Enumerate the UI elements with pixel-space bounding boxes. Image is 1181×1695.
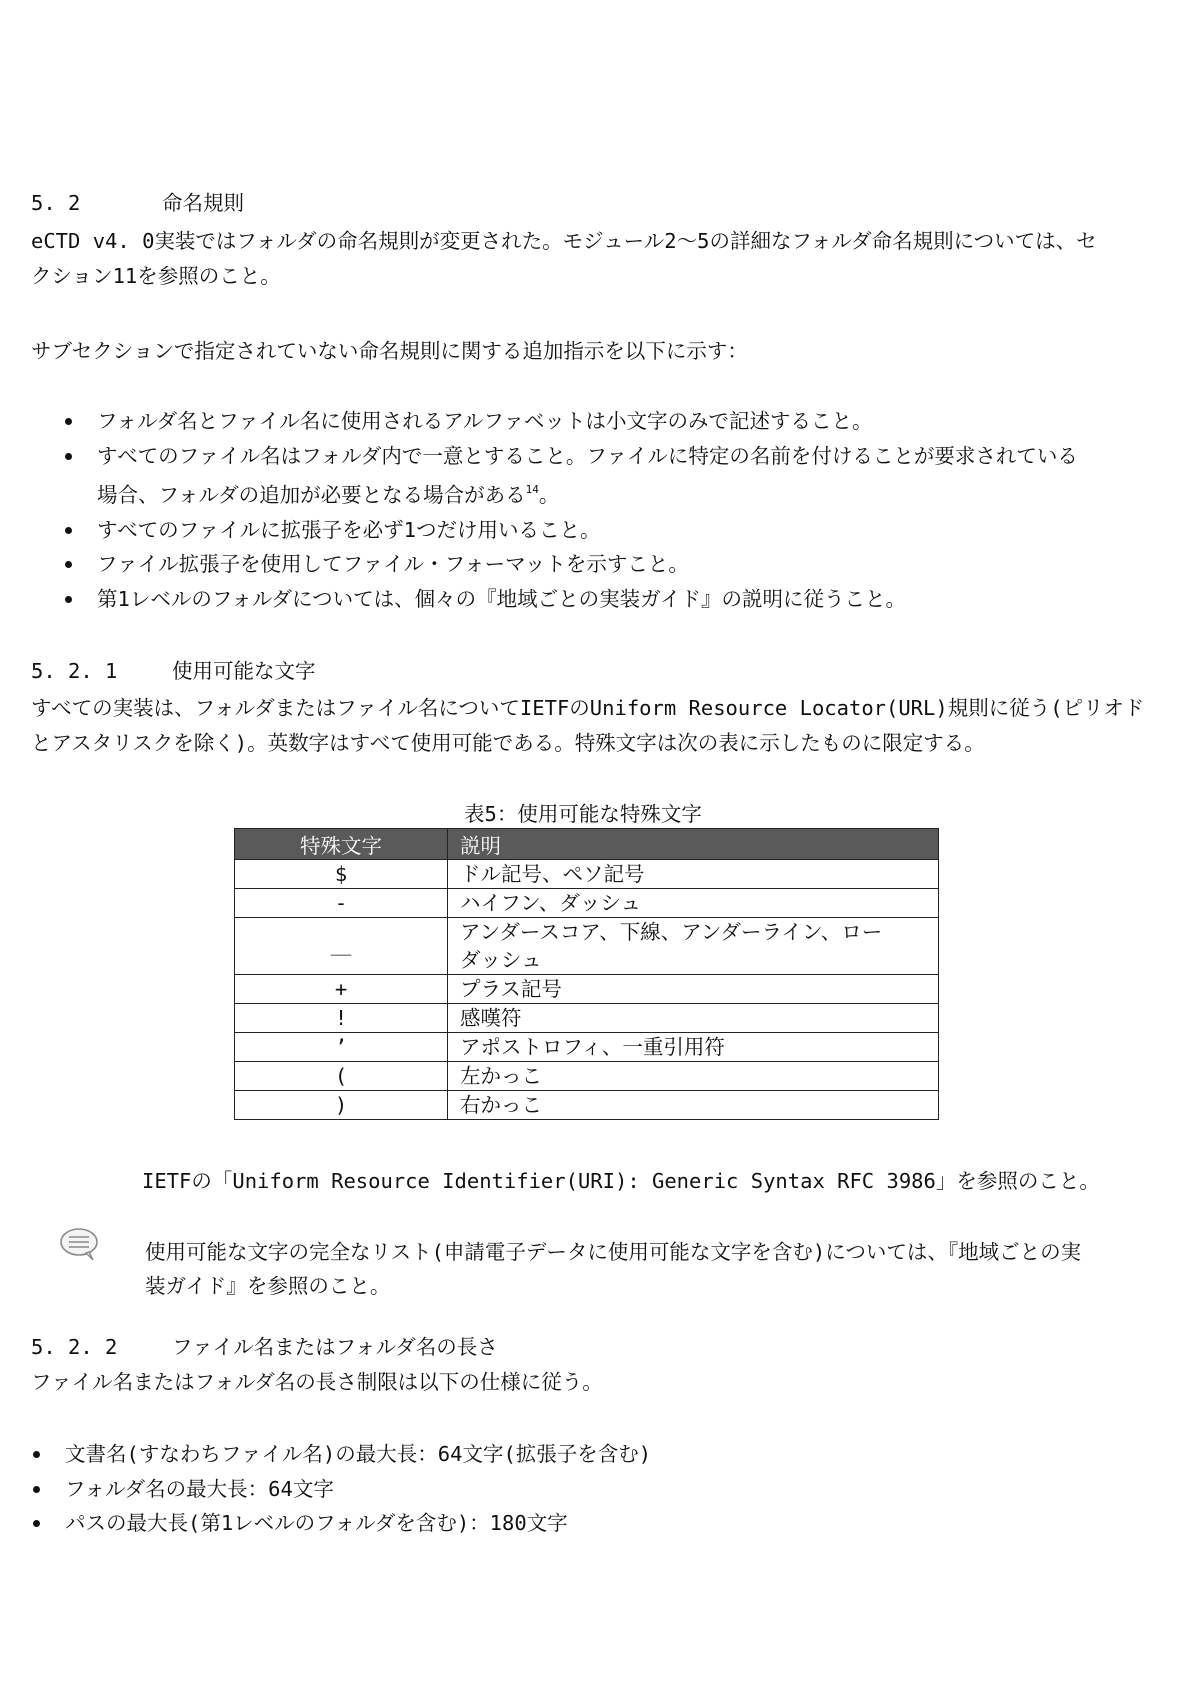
bullet-icon [65, 527, 72, 534]
list-item-text: すべてのファイル名はフォルダ内で一意とすること。ファイルに特定の名前を付けることが要求されている [97, 443, 1078, 468]
list-item-text: パスの最大長(第1レベルのフォルダを含む)：180文字 [65, 1511, 568, 1535]
table-cell-desc: 左かっこ [448, 1062, 939, 1091]
list-item-text: 場合、フォルダの追加が必要となる場合がある [97, 483, 526, 507]
column-header: 特殊文字 [235, 829, 448, 860]
list-item [0, 582, 1078, 617]
ietf-reference: IETFの「Uniform Resource Identifier(URI): Generic Syntax RFC 3986」を参照のこと。 [142, 1169, 1100, 1193]
section-heading-5-2-2 [31, 1330, 498, 1360]
table-cell-desc: 感嘆符 [448, 1004, 939, 1033]
bullet-icon [33, 1486, 40, 1493]
table-cell-char: - [235, 889, 448, 918]
bullet-icon [65, 596, 72, 603]
list-item-text: ファイル拡張子を使用してファイル・フォーマットを示すこと。 [97, 552, 689, 576]
table-row [235, 918, 939, 975]
list-item-text: フォルダ名とファイル名に使用されるアルファベットは小文字のみで記述すること。 [97, 409, 873, 433]
paragraph-line: クション11を参照のこと。 [31, 264, 281, 288]
special-characters-table [234, 828, 939, 1120]
column-header: 説明 [448, 829, 939, 860]
table-cell-desc: ドル記号、ペソ記号 [448, 860, 939, 889]
naming-rules-list [0, 404, 1078, 616]
paragraph: ファイル名またはフォルダ名の長さ制限は以下の仕様に従う。 [31, 1370, 603, 1394]
list-item [0, 1506, 651, 1541]
section-number: 5. 2. 2 [31, 1335, 118, 1359]
note-line: 使用可能な文字の完全なリスト(申請電子データに使用可能な文字を含む)については、『地域ごとの実 [145, 1240, 1082, 1264]
section-title: 命名規則 [162, 191, 244, 215]
table-row [235, 1091, 939, 1120]
table-row [235, 889, 939, 918]
table-cell-desc: アポストロフィ、一重引用符 [448, 1033, 939, 1062]
table-cell-char: ’ [235, 1033, 448, 1062]
table-header-row [235, 829, 939, 860]
table-cell-char: $ [235, 860, 448, 889]
table-cell-desc: 右かっこ [448, 1091, 939, 1120]
table-cell-char: ) [235, 1091, 448, 1120]
table-row [235, 975, 939, 1004]
list-item-text: すべてのファイルに拡張子を必ず1つだけ用いること。 [97, 517, 601, 542]
bullet-icon [65, 418, 72, 425]
table-cell-desc: ハイフン、ダッシュ [448, 889, 939, 918]
section-title: ファイル名またはフォルダ名の長さ [172, 1335, 498, 1359]
table-cell-char: ( [235, 1062, 448, 1091]
section-title: 使用可能な文字 [172, 659, 316, 683]
note-line: 装ガイド』を参照のこと。 [145, 1274, 391, 1298]
list-item [0, 547, 1078, 582]
table-cell-desc [448, 918, 939, 975]
footnote-ref[interactable]: 14 [525, 483, 539, 496]
table-cell-desc-line: アンダースコア、下線、アンダーライン、ロー [460, 920, 883, 944]
section-number: 5. 2 [31, 191, 81, 215]
table-cell-desc: プラス記号 [448, 975, 939, 1004]
table-cell-char: + [235, 975, 448, 1004]
paragraph: サブセクションで指定されていない命名規則に関する追加指示を以下に示す： [31, 339, 748, 363]
section-heading-5-2-1 [31, 654, 316, 684]
list-item-text: 文書名(すなわちファイル名)の最大長：64文字(拡張子を含む) [65, 1442, 652, 1466]
bullet-icon [65, 453, 72, 460]
list-item [0, 1472, 651, 1507]
list-item [0, 404, 1078, 439]
table-row [235, 1062, 939, 1091]
list-item-text: フォルダ名の最大長：64文字 [65, 1476, 334, 1501]
paragraph-line: とアスタリスクを除く)。英数字はすべて使用可能である。特殊文字は次の表に示したものに限定する。 [31, 731, 985, 755]
table-row [235, 860, 939, 889]
list-item [0, 513, 1078, 548]
table-row [235, 1033, 939, 1062]
bullet-icon [33, 1451, 40, 1458]
length-limits-list [0, 1437, 651, 1541]
list-item [0, 439, 1078, 513]
section-heading-5-2 [31, 186, 244, 216]
list-item-text: 第1レベルのフォルダについては、個々の『地域ごとの実装ガイド』の説明に従うこと。 [97, 586, 906, 611]
list-item-text: 。 [538, 483, 560, 507]
section-number: 5. 2. 1 [31, 659, 118, 683]
paragraph-line: eCTD v4. 0実装ではフォルダの命名規則が変更された。モジュール2～5の詳細なフォルダ命名規則については、セ [31, 229, 1097, 253]
table-cell-char: ! [235, 1004, 448, 1033]
table-caption: 表5：使用可能な特殊文字 [464, 802, 702, 826]
bullet-icon [33, 1520, 40, 1527]
note-speech-icon [58, 1226, 100, 1262]
table-cell-desc-line: ダッシュ [460, 948, 542, 972]
paragraph-line: すべての実装は、フォルダまたはファイル名についてIETFのUniform Resource Locator(URL)規則に従う(ピリオド [31, 696, 1145, 720]
table-cell-char: ＿ [235, 918, 448, 975]
list-item [0, 1437, 651, 1472]
bullet-icon [65, 561, 72, 568]
table-row [235, 1004, 939, 1033]
